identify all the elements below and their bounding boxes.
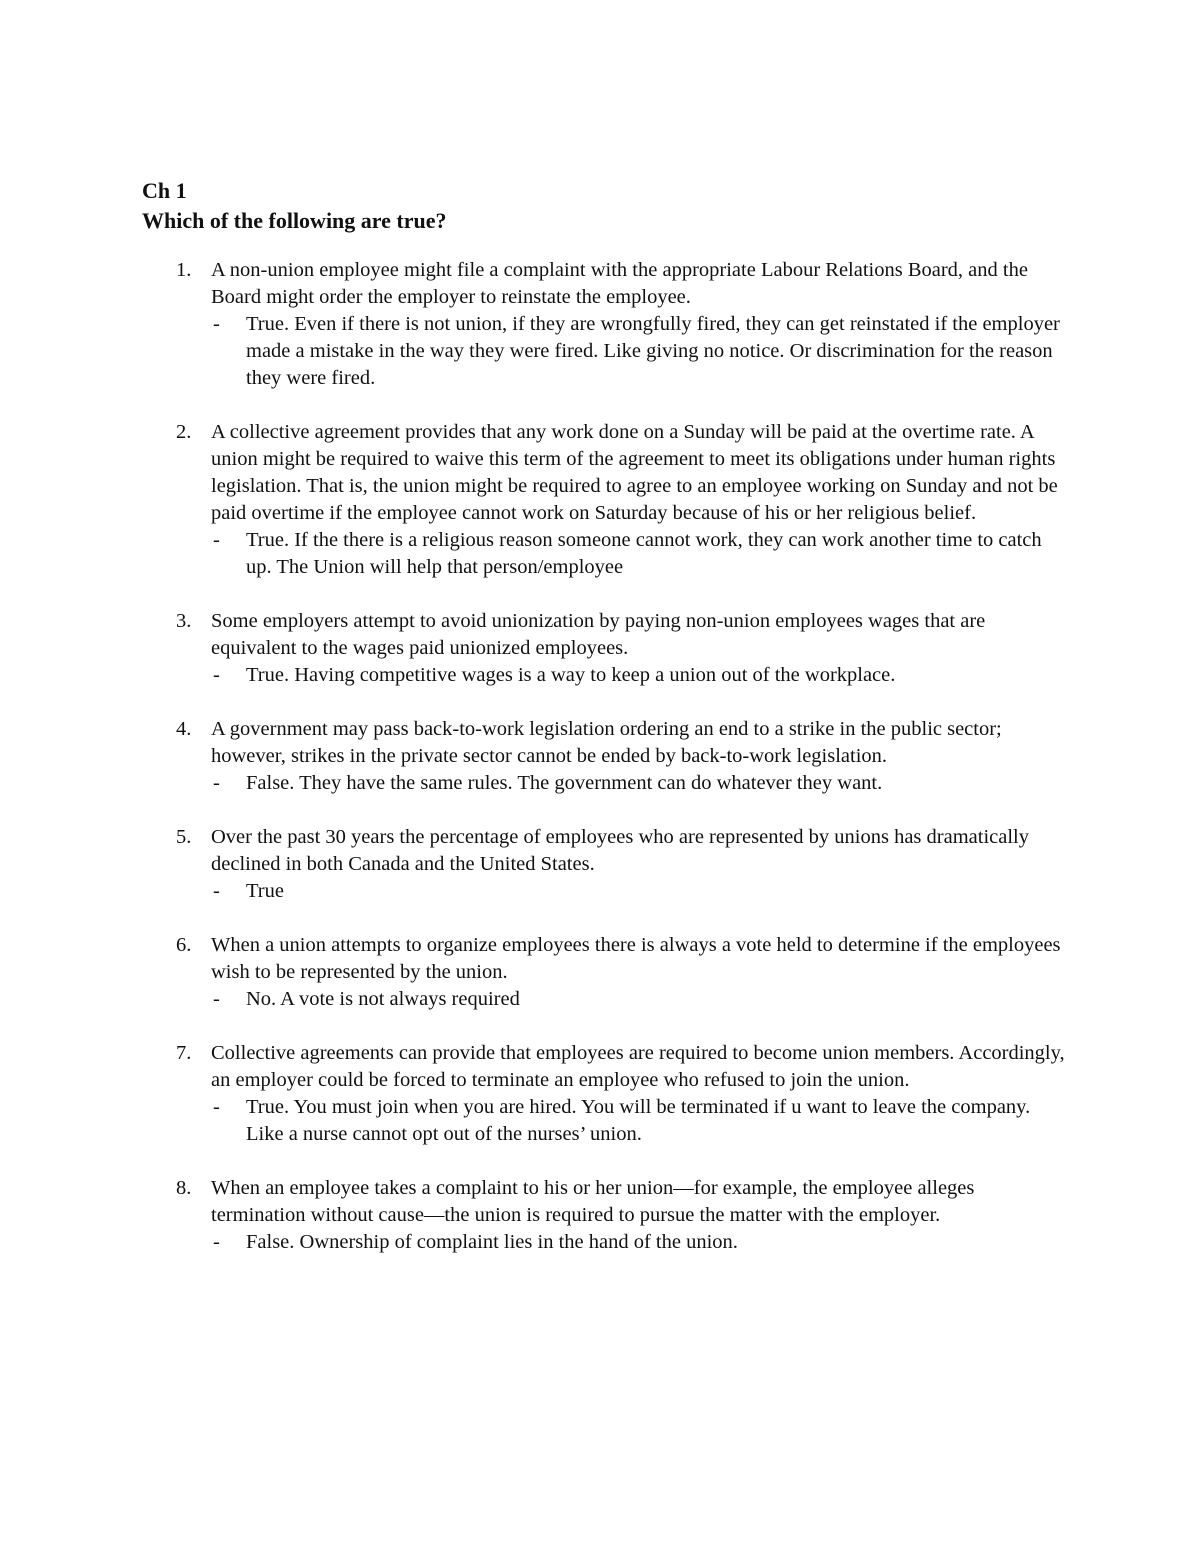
answer-text: True. Even if there is not union, if they are wrongfully fired, they can get reinstated if the employer made a mistake in the way they were fired. Like giving no notice. Or discrimination for the reason they were fired. — [246, 313, 1060, 389]
bullet-dash: - — [213, 880, 220, 902]
question-text: A collective agreement provides that any work done on a Sunday will be paid at the overtime rate. A union might be required to waive this term of the agreement to meet its obligations under human rights legislation. That is, the union might be required to agree to an employee working on Sunday and not be paid overtime if the employee cannot work on Saturday because of his or her religious belief. — [211, 421, 1058, 524]
question-item — [142, 716, 1072, 797]
answer-text: False. They have the same rules. The government can do whatever they want. — [246, 772, 883, 794]
answer-text: True. If the there is a religious reason someone cannot work, they can work another time to catch up. The Union will help that person/employee — [246, 529, 1042, 578]
bullet-dash: - — [213, 1231, 220, 1253]
question-number: 7. — [176, 1042, 192, 1064]
question-item — [142, 257, 1072, 392]
answer-item — [211, 1229, 1072, 1256]
bullet-dash: - — [213, 1096, 220, 1118]
question-number: 4. — [176, 718, 192, 740]
bullet-dash: - — [213, 664, 220, 686]
answer-item — [211, 311, 1072, 392]
question-item — [142, 608, 1072, 689]
question-number: 3. — [176, 610, 192, 632]
answer-item — [211, 1094, 1072, 1148]
question-text: Over the past 30 years the percentage of employees who are represented by unions has dramatically declined in both Canada and the United States. — [211, 826, 1029, 875]
question-item — [142, 419, 1072, 581]
question-prompt: Which of the following are true? — [142, 208, 447, 233]
question-text: A government may pass back-to-work legislation ordering an end to a strike in the public sector; however, strikes in the private sector cannot be ended by back-to-work legislation. — [211, 718, 1002, 767]
answer-item — [211, 986, 1072, 1013]
question-number: 8. — [176, 1177, 192, 1199]
answer-text: True — [246, 880, 284, 902]
question-item — [142, 1040, 1072, 1148]
question-number: 6. — [176, 934, 192, 956]
answer-text: True. Having competitive wages is a way to keep a union out of the workplace. — [246, 664, 896, 686]
question-text: When a union attempts to organize employees there is always a vote held to determine if the employees wish to be represented by the union. — [211, 934, 1061, 983]
question-item — [142, 824, 1072, 905]
bullet-dash: - — [213, 988, 220, 1010]
document-content — [142, 176, 1072, 1283]
question-number: 2. — [176, 421, 192, 443]
answer-text: No. A vote is not always required — [246, 988, 520, 1010]
answer-text: True. You must join when you are hired. You will be terminated if u want to leave the company. Like a nurse cannot opt out of the nurses’ union. — [246, 1096, 1031, 1145]
question-text: Some employers attempt to avoid unionization by paying non-union employees wages that are equivalent to the wages paid unionized employees. — [211, 610, 986, 659]
answer-item — [211, 878, 1072, 905]
answer-item — [211, 770, 1072, 797]
answer-item — [211, 527, 1072, 581]
question-list — [142, 257, 1072, 1256]
answer-item — [211, 662, 1072, 689]
chapter-heading: Ch 1 — [142, 178, 187, 203]
question-text: When an employee takes a complaint to his or her union—for example, the employee alleges termination without cause—the union is required to pursue the matter with the employer. — [211, 1177, 975, 1226]
bullet-dash: - — [213, 529, 220, 551]
question-item — [142, 1175, 1072, 1256]
question-text: A non-union employee might file a complaint with the appropriate Labour Relations Board, and the Board might order the employer to reinstate the employee. — [211, 259, 1028, 308]
bullet-dash: - — [213, 313, 220, 335]
question-number: 5. — [176, 826, 192, 848]
question-text: Collective agreements can provide that employees are required to become union members. Accordingly, an employer could be forced to terminate an employee who refused to join the union. — [211, 1042, 1065, 1091]
question-number: 1. — [176, 259, 192, 281]
bullet-dash: - — [213, 772, 220, 794]
answer-text: False. Ownership of complaint lies in the hand of the union. — [246, 1231, 738, 1253]
question-item — [142, 932, 1072, 1013]
